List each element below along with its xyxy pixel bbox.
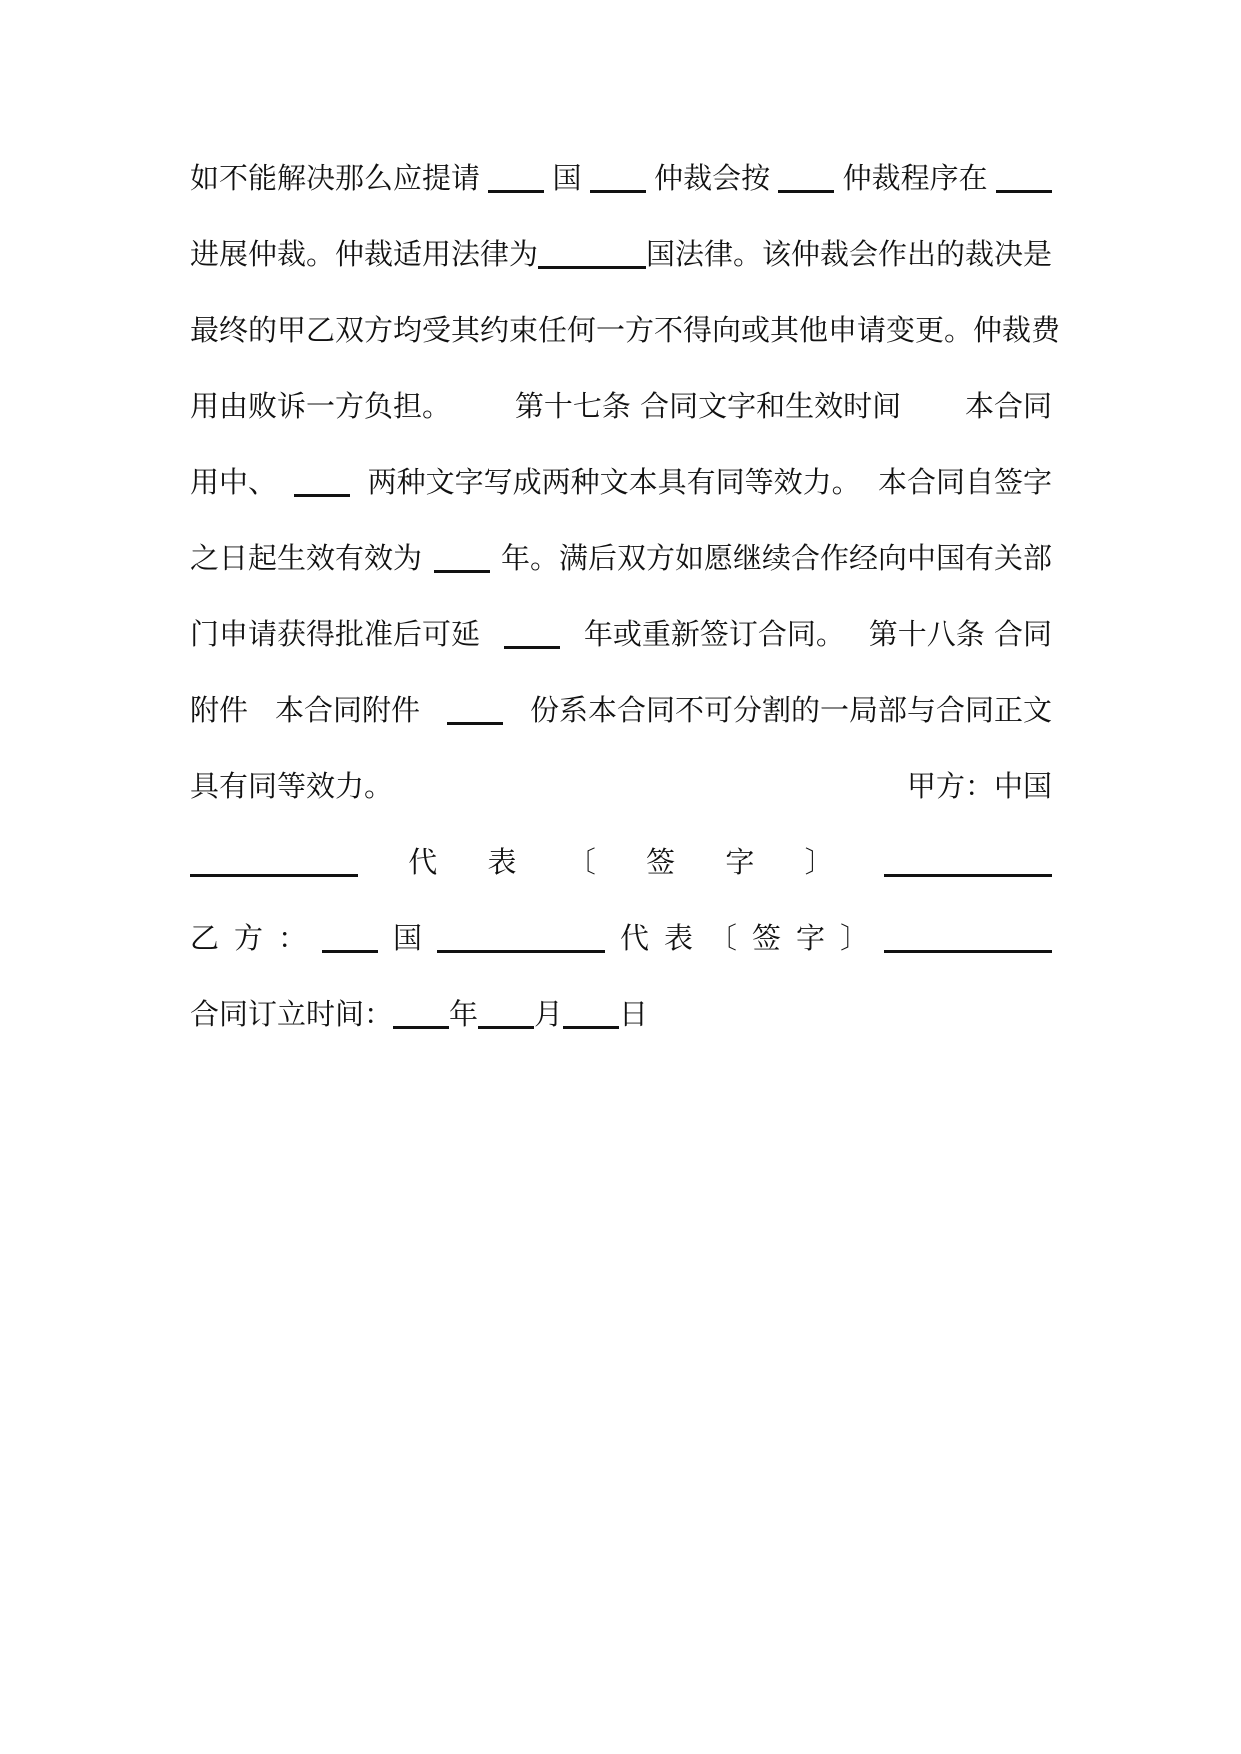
fill-blank[interactable] — [322, 924, 378, 953]
text-segment: 仲裁会按 — [654, 160, 771, 195]
spaced-char: 字 — [725, 844, 755, 879]
spaced-char: 表 — [487, 844, 517, 879]
spaced-char: 乙 — [190, 920, 220, 955]
spaced-char: 签 — [751, 920, 781, 955]
contract-date-line — [190, 976, 1052, 1052]
party-a-label: 甲方：中国 — [906, 768, 1052, 803]
text-segment: 进展仲裁。仲裁适用法律为 — [190, 236, 539, 271]
spaced-char: 〕 — [839, 920, 869, 955]
fill-blank[interactable] — [590, 164, 646, 193]
fill-blank[interactable] — [190, 848, 358, 877]
spaced-char: 〕 — [804, 844, 834, 879]
text-line-6 — [190, 520, 1052, 596]
spaced-char: 表 — [663, 920, 693, 955]
day-blank[interactable] — [563, 1000, 619, 1029]
fill-blank[interactable] — [778, 164, 834, 193]
fill-blank[interactable] — [294, 468, 350, 497]
text-segment: 国 — [552, 160, 582, 195]
text-line-4 — [190, 368, 1052, 444]
party-a-signature-line — [190, 824, 1052, 900]
text-segment: 本合同自签字 — [877, 464, 1052, 499]
text-segment: 最终的甲乙双方均受其约束任何一方不得向或其他申请变更。仲裁费 — [190, 312, 1061, 347]
day-unit: 日 — [619, 996, 649, 1031]
text-line-9 — [190, 748, 1052, 824]
spaced-char: ： — [278, 920, 308, 955]
fill-blank[interactable] — [437, 924, 605, 953]
spaced-char: 方 — [234, 920, 264, 955]
year-unit: 年 — [449, 996, 479, 1031]
article-heading: 第十八条 合同 — [868, 616, 1052, 651]
text-segment: 用由败诉一方负担。 — [190, 388, 452, 423]
text-segment: 本合同附件 — [275, 692, 421, 727]
text-line-7 — [190, 596, 1052, 672]
party-b-signature-line — [190, 900, 1052, 976]
text-segment: 份系本合同不可分割的一局部与合同正文 — [529, 692, 1052, 727]
text-segment: 如不能解决那么应提请 — [190, 160, 481, 195]
year-blank[interactable] — [393, 1000, 449, 1029]
text-line-2 — [190, 216, 1052, 292]
signature-blank[interactable] — [884, 924, 1052, 953]
fill-blank[interactable] — [447, 696, 503, 725]
text-segment: 年。满后双方如愿继续合作经向中国有关部 — [500, 540, 1052, 575]
fill-blank[interactable] — [538, 240, 646, 269]
month-unit: 月 — [534, 996, 564, 1031]
text-line-8 — [190, 672, 1052, 748]
contract-body — [190, 140, 1061, 1052]
text-segment: 国法律。该仲裁会作出的裁决是 — [645, 236, 1052, 271]
text-segment: 年或重新签订合同。 — [583, 616, 845, 651]
spaced-char: 〔 — [566, 844, 596, 879]
text-segment: 附件 — [190, 692, 249, 727]
spaced-char: 签 — [646, 844, 676, 879]
spaced-char: 代 — [619, 920, 649, 955]
fill-blank[interactable] — [504, 620, 560, 649]
text-segment: 两种文字写成两种文本具有同等效力。 — [367, 464, 861, 499]
signature-blank[interactable] — [884, 848, 1052, 877]
month-blank[interactable] — [478, 1000, 534, 1029]
fill-blank[interactable] — [434, 544, 490, 573]
text-segment: 本合同 — [964, 388, 1052, 423]
spaced-char: 字 — [795, 920, 825, 955]
spaced-char: 〔 — [707, 920, 737, 955]
text-segment: 用中、 — [190, 464, 278, 499]
fill-blank[interactable] — [996, 164, 1052, 193]
spaced-char: 国 — [392, 920, 422, 955]
spaced-char: 代 — [408, 844, 438, 879]
text-segment: 仲裁程序在 — [842, 160, 988, 195]
text-line-5 — [190, 444, 1052, 520]
fill-blank[interactable] — [488, 164, 544, 193]
article-heading: 第十七条 合同文字和生效时间 — [514, 388, 902, 423]
text-segment: 门申请获得批准后可延 — [190, 616, 481, 651]
date-label: 合同订立时间： — [190, 996, 394, 1031]
text-line-3 — [190, 292, 1061, 368]
text-line-1 — [190, 140, 1052, 216]
text-segment: 之日起生效有效为 — [190, 540, 423, 575]
text-segment: 具有同等效力。 — [190, 768, 394, 803]
